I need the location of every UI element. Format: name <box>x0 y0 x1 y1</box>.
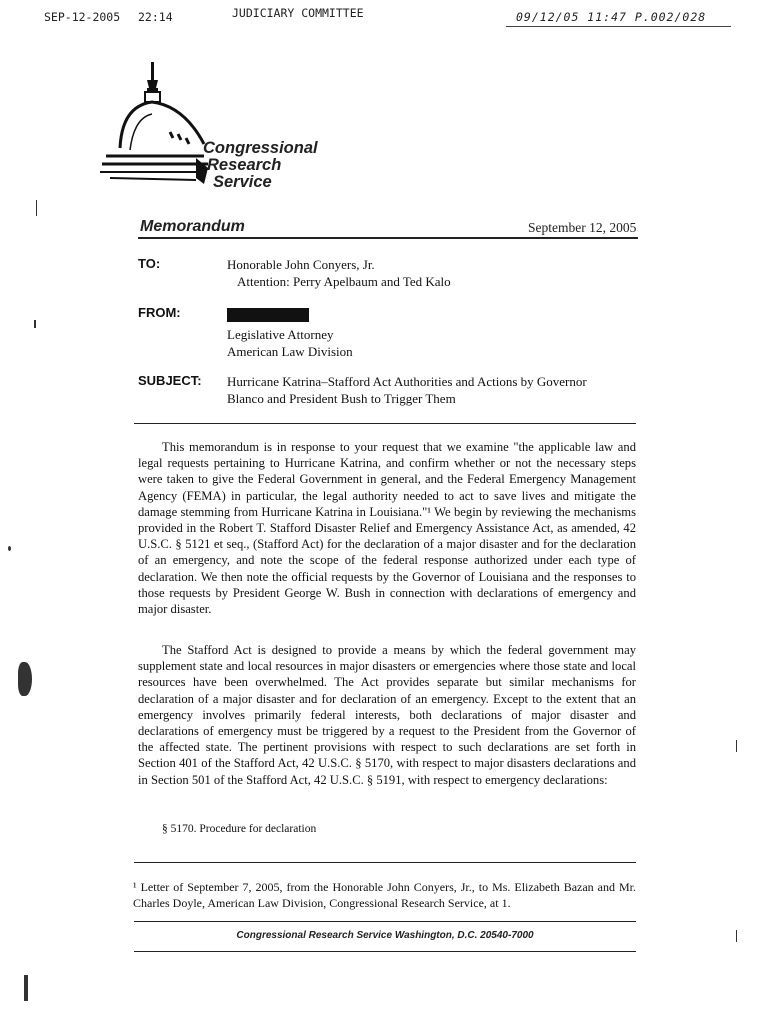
to-attention: Attention: Perry Apelbaum and Ted Kalo <box>237 274 451 289</box>
scan-artifact <box>36 200 37 216</box>
memo-date: September 12, 2005 <box>528 220 637 235</box>
scan-artifact <box>24 975 28 1001</box>
footnote: ¹ Letter of September 7, 2005, from the Honorable John Conyers, Jr., to Ms. Elizabeth Bazan and Mr. Charles Doyle, American Law Division, Congressional Research Service, at 1. <box>133 880 636 910</box>
redacted-name <box>227 308 309 322</box>
subject-line-2: Blanco and President Bush to Trigger Them <box>227 391 456 406</box>
logo-line-3: Service <box>213 173 272 191</box>
scan-artifact <box>736 930 737 942</box>
subject-rule <box>134 423 636 424</box>
paragraph-text: This memorandum is in response to your request that we examine "the applicable law and legal requests pertaining to Hurricane Katrina, and confirm whether or not the necessary steps were taken to give the Federal Government in general, and the Federal Emergency Management Agency (FEMA) in particular, the legal authority needed to act to save lives and mitigate the damage stemming from Hurricane Katrina in Louisiana."¹ We begin by reviewing the mechanisms provided in the Robert T. Stafford Disaster Relief and Emergency Assistance Act, as amended, 42 U.S.C. § 5121 et seq., (Stafford Act) for the declaration of a major disaster and for the declaration of an emergency, and note the scope of the federal response authorized under each type of declaration. We then note the official requests by the Governor of Louisiana and the responses to those requests by President George W. Bush in connection with declarations of emergency and major disaster. <box>138 440 636 617</box>
memo-title: Memorandum <box>140 218 245 235</box>
logo-line-2: Research <box>207 156 282 174</box>
paragraph-text: The Stafford Act is designed to provide a means by which the federal government may supplement state and local resources in major disasters or emergencies where those state and local resources have been overwhelmed. The Act provides separate but similar mechanisms for declaration of a major disaster and for declaration of an emergency. Except to the extent that an emergency involves primarily federal interests, both declarations of major disaster and declarations of emergency must be triggered by a request to the President from the Governor of the affected state. The pertinent provisions with respect to such declarations are set forth in Section 401 of the Stafford Act, 42 U.S.C. § 5170, with respect to major disasters declarations and in Section 501 of the Stafford Act, 42 U.S.C. § 5191, with respect to emergency declarations: <box>138 643 636 787</box>
fax-rule <box>506 26 731 27</box>
from-division: American Law Division <box>227 344 353 359</box>
scan-artifact <box>34 320 36 328</box>
from-title: Legislative Attorney <box>227 327 334 342</box>
logo-line-1: Congressional <box>203 139 318 157</box>
to-name: Honorable John Conyers, Jr. <box>227 257 375 272</box>
section-heading: § 5170. Procedure for declaration <box>162 823 317 835</box>
scan-artifact <box>736 740 737 752</box>
fax-stamp: 09/12/05 11:47 P.002/028 <box>516 10 707 24</box>
crs-footer: Congressional Research Service Washington, D.C. 20540-7000 <box>236 930 534 941</box>
memo-paragraph-1 <box>138 439 636 617</box>
scan-artifact <box>8 546 11 551</box>
subject-value <box>227 373 587 407</box>
crs-wordmark <box>203 140 318 191</box>
from-label: FROM: <box>138 305 181 320</box>
title-rule <box>138 237 638 239</box>
fax-time: 22:14 <box>138 10 173 24</box>
fax-header <box>0 0 770 30</box>
to-value <box>227 256 451 290</box>
memo-paragraph-2 <box>138 642 636 788</box>
footer-top-rule <box>134 921 636 922</box>
fax-office: JUDICIARY COMMITTEE <box>232 6 364 20</box>
fax-date: SEP-12-2005 <box>44 10 121 24</box>
scan-artifact <box>18 662 32 696</box>
subject-label: SUBJECT: <box>138 373 202 388</box>
footnote-rule <box>134 862 636 863</box>
to-label: TO: <box>138 256 161 271</box>
subject-line-1: Hurricane Katrina–Stafford Act Authorities and Actions by Governor <box>227 374 587 389</box>
footer-bottom-rule <box>134 951 636 952</box>
from-value <box>227 305 353 360</box>
